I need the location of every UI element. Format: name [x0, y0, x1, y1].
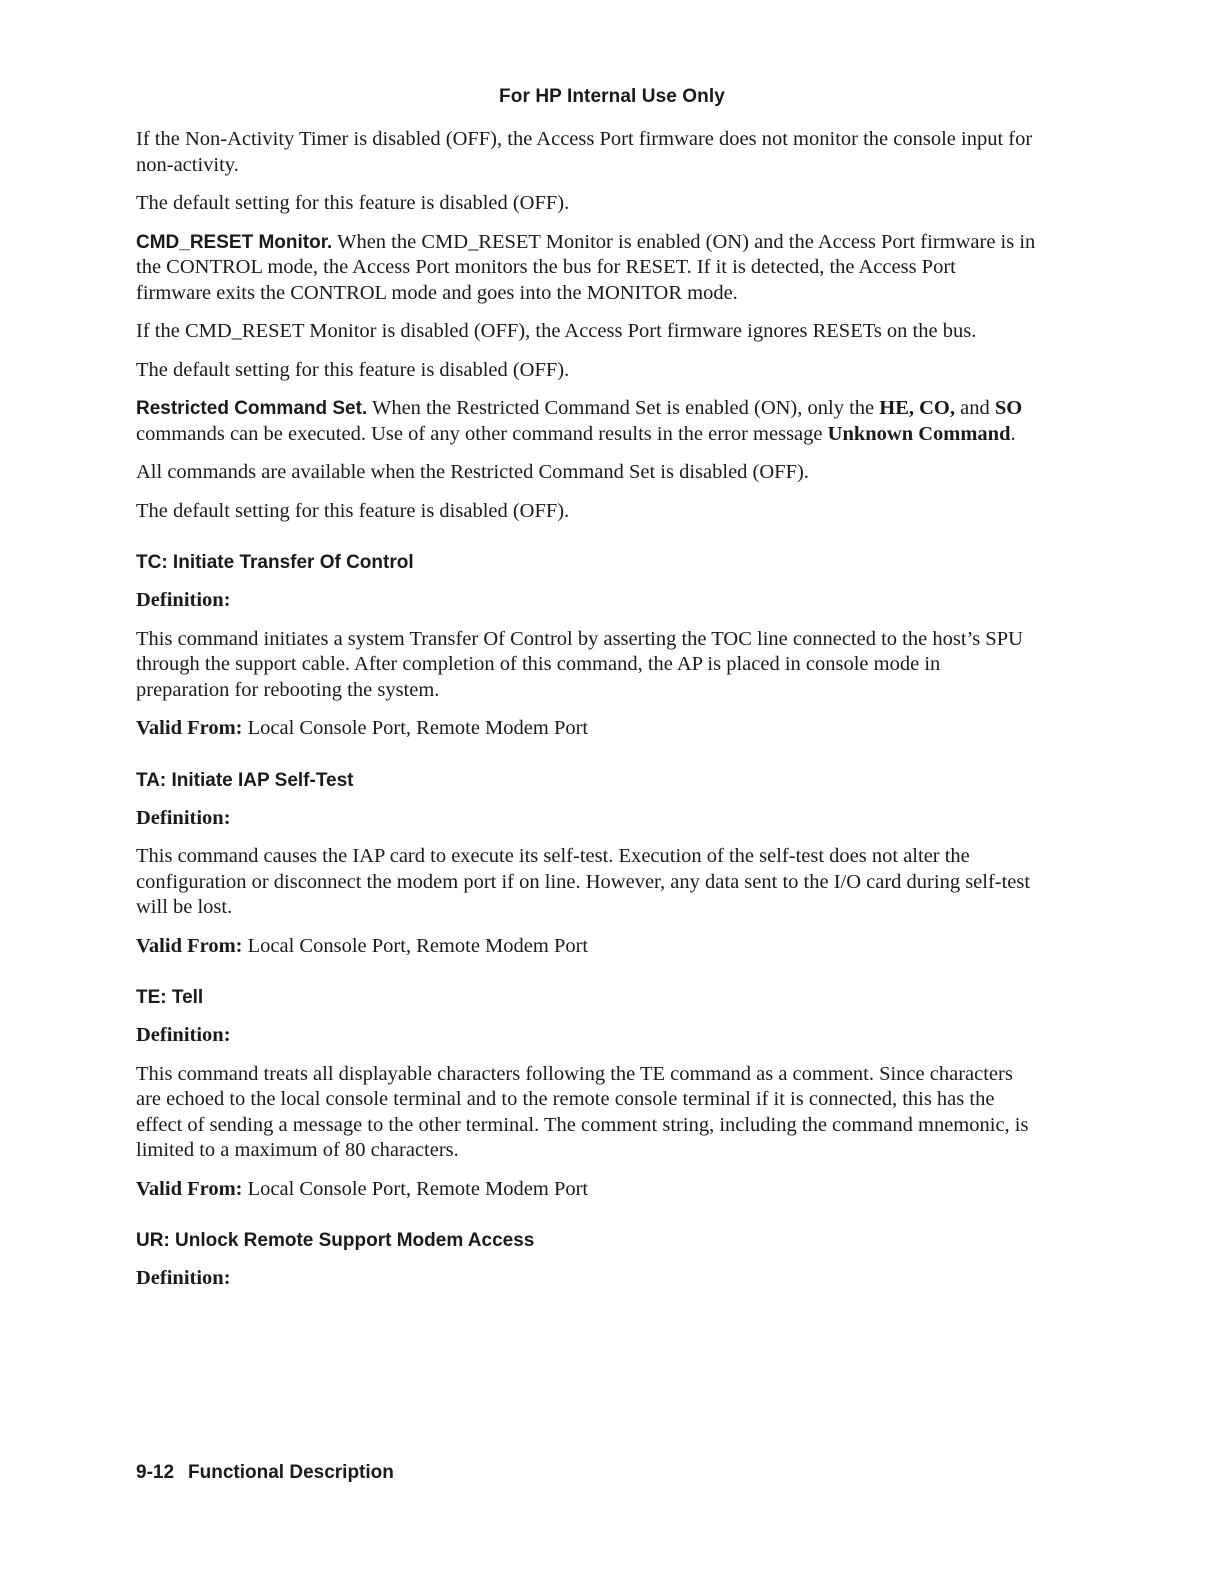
text-run: commands can be executed. Use of any other command results in the error message	[136, 422, 828, 445]
footer-section: Functional Description	[188, 1462, 394, 1483]
section-heading-ur: UR: Unlock Remote Support Modem Access	[136, 1230, 535, 1251]
section-heading-ta: TA: Initiate IAP Self-Test	[136, 769, 354, 791]
page-header: For HP Internal Use Only	[499, 86, 725, 107]
valid-from-label: Valid From:	[136, 717, 243, 739]
valid-from-value: Local Console Port, Remote Modem Port	[242, 717, 589, 739]
paragraph: If the CMD_RESET Monitor is disabled (OFF), the Access Port firmware ignores RESETs on the bus.	[136, 320, 977, 342]
valid-from	[136, 716, 1036, 742]
text-run: When the Restricted Command Set is enabled (ON), only the	[367, 397, 880, 419]
valid-from-label: Valid From:	[136, 934, 243, 957]
page-footer	[136, 1462, 394, 1484]
definition-label: Definition:	[136, 806, 231, 829]
paragraph: The default setting for this feature is disabled (OFF).	[136, 358, 570, 381]
definition-text: This command treats all displayable characters following the TE command as a comment. Since characters are echoed to the local console terminal and to the remote console terminal if it is connected, this has the effect of sending a message to the other terminal. The comment string, including the command mnemonic, is limited to a maximum of 80 characters.	[136, 1062, 1029, 1161]
paragraph: The default setting for this feature is disabled (OFF).	[136, 499, 570, 522]
section-heading-tc: TC: Initiate Transfer Of Control	[136, 552, 414, 573]
cmd-reset-label: CMD_RESET Monitor.	[136, 231, 333, 253]
definition-text: This command causes the IAP card to execute its self-test. Execution of the self-test does not alter the configuration or disconnect the modem port if on line. However, any data sent to the I/O card during self-test will be lost.	[136, 845, 1031, 918]
valid-from	[136, 934, 1036, 960]
definition-text: This command initiates a system Transfer Of Control by asserting the TOC line connected to the host’s SPU through the support cable. After completion of this command, the AP is placed in console mode in preparation for rebooting the system.	[136, 627, 1023, 701]
valid-from	[136, 1177, 1036, 1203]
text-run: and	[955, 397, 995, 419]
page-number: 9-12	[136, 1462, 175, 1483]
definition-label: Definition:	[136, 1267, 231, 1289]
command-he: HE,	[879, 397, 914, 419]
definition-label: Definition:	[136, 589, 231, 611]
definition-label: Definition:	[136, 1024, 231, 1046]
restricted-paragraph	[136, 396, 1036, 447]
valid-from-value: Local Console Port, Remote Modem Port	[242, 934, 589, 957]
restricted-label: Restricted Command Set.	[136, 398, 368, 419]
paragraph: The default setting for this feature is disabled (OFF).	[136, 192, 570, 214]
page-content	[136, 127, 1036, 1305]
cmd-reset-paragraph	[136, 230, 1036, 307]
cmd-reset-text: When the CMD_RESET Monitor is enabled (ON) and the Access Port firmware is in the CONTROL mode, the Access Port monitors the bus for RESET. If it is detected, the Access Port firmware exits the CONTROL mode and goes into the MONITOR mode.	[136, 230, 1036, 304]
paragraph: If the Non-Activity Timer is disabled (OFF), the Access Port firmware does not monitor the console input for non-activity.	[136, 128, 1033, 176]
valid-from-value: Local Console Port, Remote Modem Port	[242, 1177, 589, 1200]
error-message: Unknown Command	[827, 422, 1011, 445]
text-run: .	[1010, 422, 1016, 445]
valid-from-label: Valid From:	[136, 1177, 243, 1200]
section-heading-te: TE: Tell	[136, 987, 204, 1008]
command-co: CO,	[919, 397, 955, 419]
paragraph: All commands are available when the Restricted Command Set is disabled (OFF).	[136, 461, 809, 483]
command-so: SO	[994, 397, 1023, 419]
